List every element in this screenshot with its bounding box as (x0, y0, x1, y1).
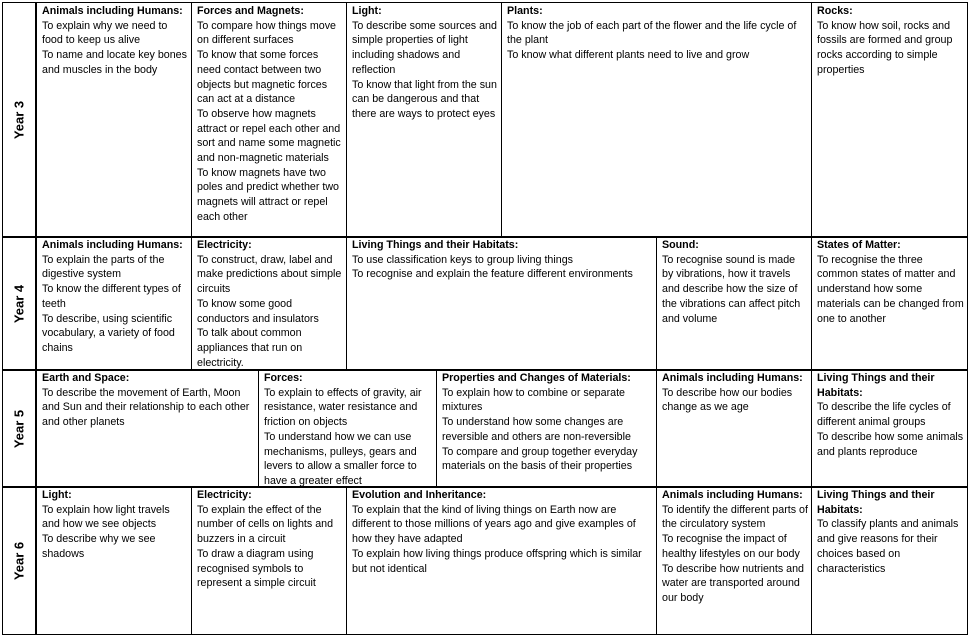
objective-text: To explain the effect of the number of cells on lights and buzzers in a circuit (197, 503, 334, 546)
topic-title: Properties and Changes of Materials: (442, 372, 631, 384)
objective-text: To know some good conductors and insulators (197, 297, 319, 325)
objective-text: To describe why we see shadows (42, 533, 156, 560)
objective-text: To know what different plants need to live and grow (507, 49, 750, 62)
objective-text: To compare how things move on different surfaces (197, 19, 337, 47)
objective-text: To name and locate key bones and muscles in the body (42, 49, 187, 76)
topic-cell (656, 236, 812, 371)
objective-text: To recognise the impact of healthy lifestyles on our body (662, 533, 800, 560)
objective-text: To describe the movement of Earth, Moon and Sun and their relationship to each other and other planets (42, 386, 250, 429)
topic-cell (191, 236, 347, 371)
objective-text: To understand how some changes are reversible and others are non-reversible (442, 416, 631, 443)
topic-title: Animals including Humans: (662, 372, 803, 384)
topic-cell (811, 369, 968, 488)
topic-cell (656, 369, 812, 488)
objective-text: To describe the life cycles of different animal groups (817, 401, 951, 429)
objective-text: To identify the different parts of the circulatory system (662, 503, 808, 531)
topic-cell (346, 2, 502, 238)
topic-title: Animals including Humans: (42, 239, 183, 251)
topic-title: Light: (42, 489, 72, 501)
row-label-year-6 (2, 486, 36, 635)
objective-text: To describe some sources and simple properties of light including shadows and reflection (352, 19, 497, 76)
topic-title: Evolution and Inheritance: (352, 489, 487, 501)
topic-cell (436, 369, 657, 488)
topic-cell (811, 236, 968, 371)
objective-text: To recognise and explain the feature different environments (352, 268, 633, 281)
topic-cell (656, 486, 812, 635)
row-label-text: Year 3 (11, 100, 27, 140)
objective-text: To use classification keys to group living things (352, 253, 573, 266)
topic-cell (811, 486, 968, 635)
objective-text: To construct, draw, label and make predictions about simple circuits (197, 253, 342, 296)
topic-cell (36, 369, 259, 488)
row-label-text: Year 4 (11, 284, 27, 323)
topic-title: Electricity: (197, 239, 252, 251)
topic-cell (346, 236, 657, 371)
topic-title: Earth and Space: (42, 372, 130, 384)
topic-cell (191, 486, 347, 635)
topic-title: Plants: (507, 5, 543, 17)
topic-title: Living Things and their Habitats: (352, 239, 519, 251)
objective-text: To draw a diagram using recognised symbols to represent a simple circuit (197, 547, 316, 590)
objective-text: To know the job of each part of the flower and the life cycle of the plant (507, 19, 797, 47)
row-label-year-4 (2, 236, 36, 371)
objective-text: To understand how we can use mechanisms, pulleys, gears and levers to allow a smaller force to have a greater effect (264, 430, 417, 487)
topic-title: Animals including Humans: (42, 5, 183, 17)
objective-text: To know that light from the sun can be dangerous and that there are ways to protect eyes (352, 78, 497, 120)
topic-title: Forces: (264, 372, 303, 384)
topic-cell (346, 486, 657, 635)
topic-title: Animals including Humans: (662, 489, 803, 501)
row-label-year-5 (2, 369, 36, 488)
row-label-year-3 (2, 2, 36, 238)
objective-text: To describe how some animals and plants reproduce (817, 430, 964, 458)
topic-title: Electricity: (197, 489, 252, 501)
objective-text: To explain how to combine or separate mixtures (442, 386, 625, 414)
objective-text: To explain how light travels and how we see objects (42, 503, 170, 531)
objective-text: To recognise the three common states of matter and understand how some materials can be changed from one to another (817, 253, 964, 325)
topic-cell (501, 2, 812, 238)
objective-text: To know that some forces need contact between two objects but magnetic forces can act at a distance (197, 49, 328, 106)
objective-text: To explain why we need to food to keep us alive (42, 19, 168, 47)
row-label-text: Year 6 (11, 541, 27, 580)
objective-text: To explain the parts of the digestive system (42, 253, 165, 281)
topic-cell (191, 2, 347, 238)
topic-title: Sound: (662, 239, 699, 251)
topic-title: Forces and Magnets: (197, 5, 304, 17)
topic-title: Living Things and their Habitats: (817, 489, 935, 516)
topic-cell (36, 236, 192, 371)
topic-cell (36, 486, 192, 635)
objective-text: To know how soil, rocks and fossils are formed and group rocks according to simple properties (817, 19, 953, 76)
objective-text: To classify plants and animals and give reasons for their choices based on characteristics (817, 518, 959, 575)
topic-title: Light: (352, 5, 382, 17)
topic-title: Rocks: (817, 5, 853, 17)
objective-text: To compare and group together everyday materials on the basis of their properties (442, 445, 638, 473)
objective-text: To know the different types of teeth (42, 283, 181, 310)
objective-text: To explain how living things produce offspring which is similar but not identical (352, 547, 642, 575)
objective-text: To describe how our bodies change as we age (662, 386, 793, 414)
row-label-text: Year 5 (11, 409, 27, 448)
objective-text: To describe how nutrients and water are transported around our body (662, 562, 804, 604)
objective-text: To explain to effects of gravity, air resistance, water resistance and friction on objects (264, 386, 422, 429)
objective-text: To recognise sound is made by vibrations, how it travels and describe how the size of the vibrations can affect pitch and volume (662, 253, 801, 325)
objective-text: To observe how magnets attract or repel each other and sort and name some magnetic and non-magnetic materials (197, 107, 341, 165)
objective-text: To explain that the kind of living things on Earth now are different to those millions of years ago and give examples of how they have adapted (352, 503, 636, 546)
objective-text: To talk about common appliances that run on electricity. (197, 327, 303, 369)
topic-title: Living Things and their Habitats: (817, 372, 935, 399)
topic-cell (36, 2, 192, 238)
topic-cell (258, 369, 437, 488)
topic-title: States of Matter: (817, 239, 901, 251)
topic-cell (811, 2, 968, 238)
objective-text: To describe, using scientific vocabulary, a variety of food chains (42, 312, 175, 354)
objective-text: To know magnets have two poles and predict whether two magnets will attract or repel each other (197, 166, 339, 223)
